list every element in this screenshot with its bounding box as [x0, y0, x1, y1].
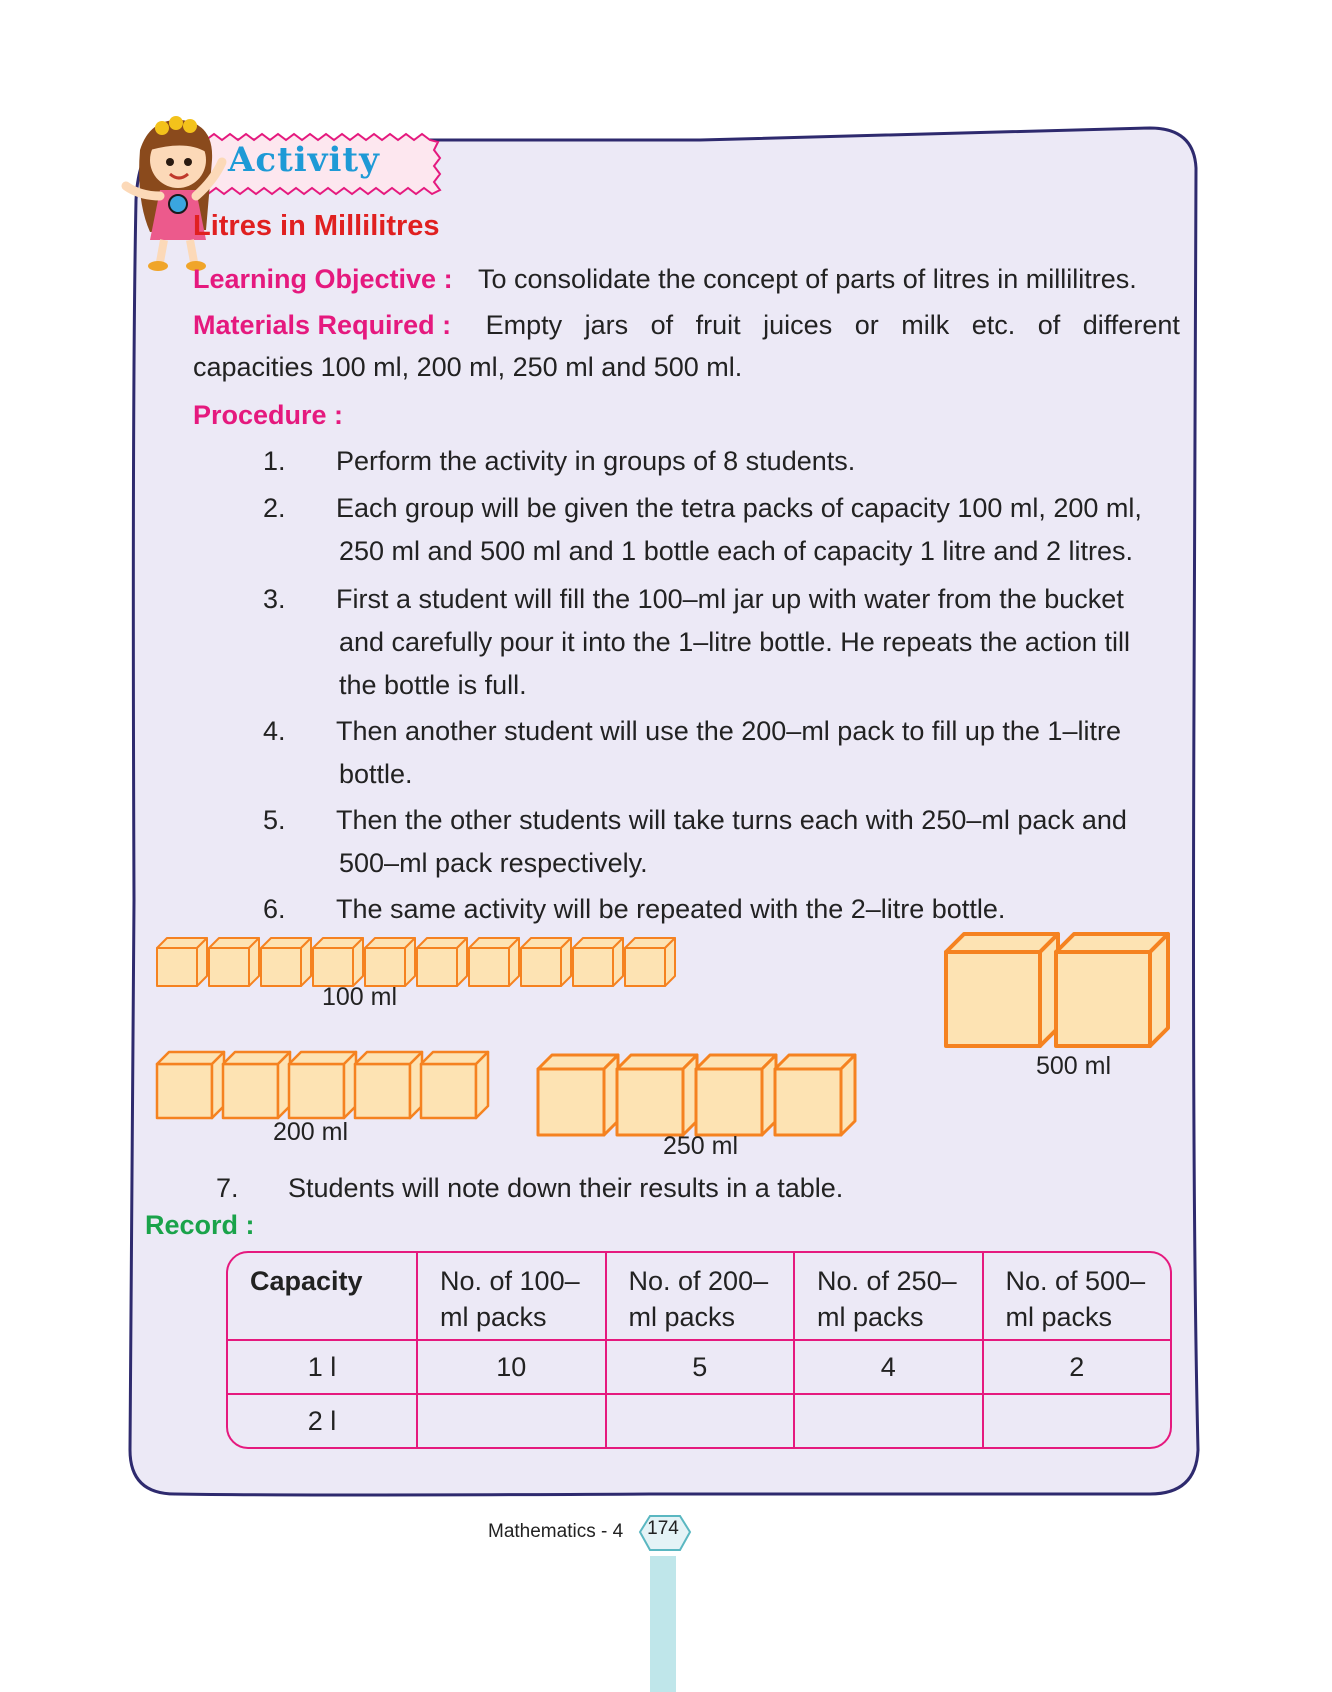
materials-word: etc. — [971, 310, 1016, 340]
cube-face — [573, 948, 613, 986]
table-cell: 1 l — [228, 1341, 418, 1395]
step-line: the bottle is full. — [339, 670, 527, 700]
pack-cube — [417, 938, 467, 986]
record-label: Record : — [145, 1210, 255, 1240]
learning-objective-label: Learning Objective : — [193, 264, 453, 294]
cube-face — [223, 1064, 278, 1118]
cube-face — [538, 1069, 604, 1135]
page-tab — [650, 1556, 676, 1692]
table-row — [228, 1341, 1170, 1395]
pack-cube — [289, 1052, 356, 1118]
cube-face — [353, 938, 363, 986]
pack-cube — [313, 938, 363, 986]
activity-badge-label: Activity — [228, 140, 380, 180]
table-header-cell — [795, 1253, 984, 1341]
table-cell — [418, 1395, 607, 1447]
cube-face — [157, 1064, 212, 1118]
table-header-cell — [984, 1253, 1171, 1341]
step-number: 1. — [263, 446, 286, 476]
table-cell — [607, 1395, 796, 1447]
materials-word: or — [854, 310, 879, 340]
header-line: No. of 500– — [1005, 1266, 1146, 1296]
header-line: ml packs — [817, 1302, 924, 1332]
cube-face — [157, 948, 197, 986]
cube-face — [696, 1069, 762, 1135]
cube-face — [355, 1064, 410, 1118]
step-line: The same activity will be repeated with the 2–litre bottle. — [336, 894, 1006, 924]
table-row — [228, 1395, 1170, 1447]
learning-objective-text: To consolidate the concept of parts of litres in millilitres. — [478, 264, 1137, 294]
materials-word: Empty — [485, 310, 563, 340]
record-table — [226, 1251, 1172, 1449]
pack-cube — [469, 938, 519, 986]
step-number: 4. — [263, 716, 286, 746]
pack-cube — [617, 1055, 697, 1135]
table-cell — [984, 1395, 1171, 1447]
cube-face — [946, 952, 1040, 1046]
pack-cube — [538, 1055, 618, 1135]
step-number: 2. — [263, 493, 286, 523]
pack-cube — [421, 1052, 488, 1118]
cube-face — [613, 938, 623, 986]
pack-cube — [625, 938, 675, 986]
step-line: First a student will fill the 100–ml jar up with water from the bucket — [336, 584, 1124, 614]
table-cell: 4 — [795, 1341, 984, 1395]
cube-face — [1056, 952, 1150, 1046]
pack-cube — [355, 1052, 422, 1118]
cube-face — [625, 948, 665, 986]
procedure-label: Procedure : — [193, 400, 344, 430]
pack-cube — [157, 938, 207, 986]
cube-face — [405, 938, 415, 986]
pack-cube — [365, 938, 415, 986]
cube-face — [289, 1064, 344, 1118]
pack-label-100ml: 100 ml — [322, 983, 398, 1011]
step-number: 7. — [216, 1173, 239, 1203]
table-header-row — [228, 1253, 1170, 1341]
cube-face — [665, 938, 675, 986]
materials-word: of — [650, 310, 674, 340]
header-line: Capacity — [250, 1266, 363, 1296]
cube-face — [509, 938, 519, 986]
pack-cube — [209, 938, 259, 986]
materials-word: different — [1082, 310, 1180, 340]
cube-face — [457, 938, 467, 986]
step-line: Then the other students will take turns each with 250–ml pack and — [336, 805, 1127, 835]
pack-label-200ml: 200 ml — [273, 1118, 349, 1146]
cube-face — [469, 948, 509, 986]
pack-cube — [521, 938, 571, 986]
cube-face — [841, 1055, 855, 1135]
table-cell: 5 — [607, 1341, 796, 1395]
step-line: 250 ml and 500 ml and 1 bottle each of capacity 1 litre and 2 litres. — [339, 536, 1133, 566]
step-number: 5. — [263, 805, 286, 835]
header-line: No. of 250– — [817, 1266, 957, 1296]
step-line: bottle. — [339, 759, 413, 789]
step-line: Students will note down their results in a table. — [288, 1173, 844, 1203]
header-line: ml packs — [1005, 1302, 1113, 1332]
step-line: 500–ml pack respectively. — [339, 848, 648, 878]
footer-subject: Mathematics - 4 — [488, 1521, 624, 1542]
cube-face — [561, 938, 571, 986]
header-line: ml packs — [628, 1302, 736, 1332]
header-line: ml packs — [440, 1302, 547, 1332]
pack-cube — [696, 1055, 776, 1135]
cube-face — [521, 948, 561, 986]
table-header-cell — [228, 1253, 418, 1341]
cube-face — [365, 948, 405, 986]
step-line: and carefully pour it into the 1–litre bottle. He repeats the action till — [339, 627, 1130, 657]
cube-face — [209, 948, 249, 986]
header-line: No. of 200– — [628, 1266, 769, 1296]
cube-face — [775, 1069, 841, 1135]
page-number: 174 — [647, 1518, 679, 1539]
step-number: 6. — [263, 894, 286, 924]
cube-face — [301, 938, 311, 986]
header-line: No. of 100– — [440, 1266, 580, 1296]
cube-face — [617, 1069, 683, 1135]
pack-cube — [946, 934, 1058, 1046]
table-cell: 2 — [984, 1341, 1171, 1395]
page-title: Litres in Millilitres — [193, 210, 440, 242]
pack-cube — [775, 1055, 855, 1135]
cube-face — [421, 1064, 476, 1118]
cube-face — [197, 938, 207, 986]
pack-label-250ml: 250 ml — [663, 1132, 739, 1160]
pack-cube — [223, 1052, 290, 1118]
step-number: 3. — [263, 584, 286, 614]
table-header-cell — [607, 1253, 796, 1341]
step-line: Each group will be given the tetra packs of capacity 100 ml, 200 ml, — [336, 493, 1142, 523]
materials-word: of — [1037, 310, 1061, 340]
cube-face — [476, 1052, 488, 1118]
pack-cube — [573, 938, 623, 986]
pack-cube — [261, 938, 311, 986]
pack-label-500ml: 500 ml — [1036, 1052, 1112, 1080]
step-line: Then another student will use the 200–ml pack to fill up the 1–litre — [336, 716, 1121, 746]
materials-line-2: capacities 100 ml, 200 ml, 250 ml and 500 ml. — [193, 352, 743, 382]
cube-face — [313, 948, 353, 986]
step-line: Perform the activity in groups of 8 students. — [336, 446, 856, 476]
table-cell — [795, 1395, 984, 1447]
materials-word: juices — [763, 310, 833, 340]
table-header-cell — [418, 1253, 607, 1341]
materials-word: jars — [584, 310, 629, 340]
materials-word: fruit — [695, 310, 741, 340]
cube-face — [249, 938, 259, 986]
table-cell: 2 l — [228, 1395, 418, 1447]
materials-label: Materials Required : — [193, 310, 452, 340]
cube-face — [1150, 934, 1168, 1046]
cube-face — [261, 948, 301, 986]
cube-face — [417, 948, 457, 986]
pack-cube — [1056, 934, 1168, 1046]
table-cell: 10 — [418, 1341, 607, 1395]
pack-cube — [157, 1052, 224, 1118]
materials-word: milk — [901, 310, 950, 340]
